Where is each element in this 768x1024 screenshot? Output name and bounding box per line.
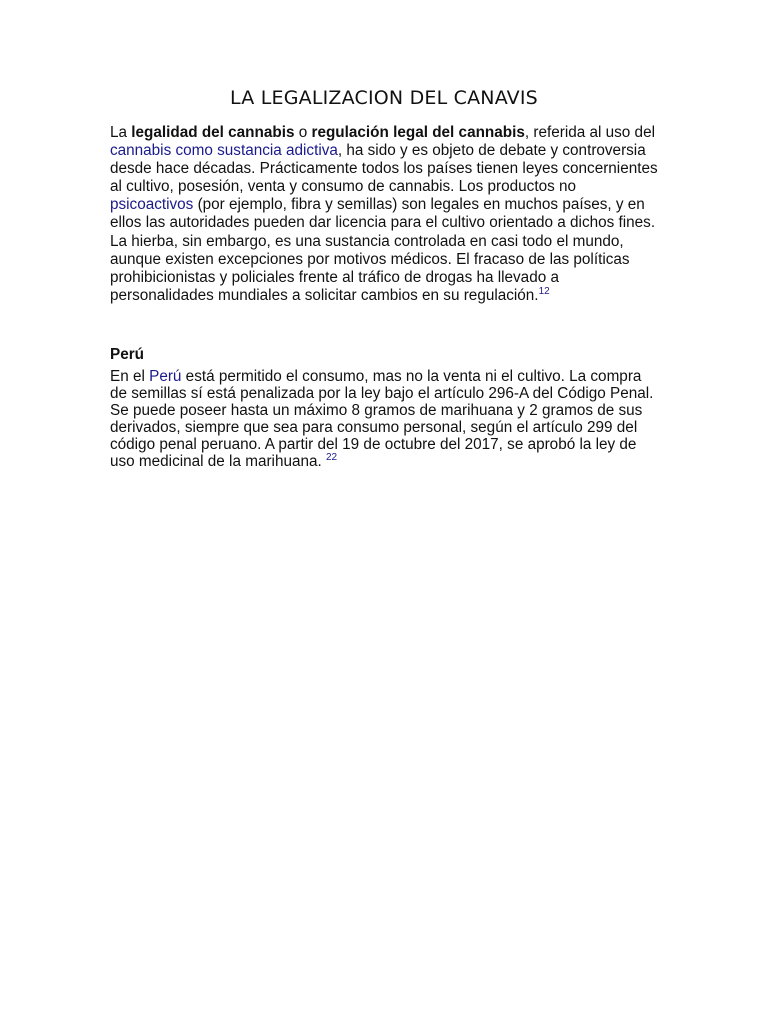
reference-link-peru[interactable]: 22 [325, 451, 338, 463]
link-cannabis-sustancia-adictiva[interactable]: cannabis como sustancia adictiva [110, 142, 338, 160]
link-psicoactivos[interactable]: psicoactivos [110, 196, 194, 214]
intro-text-3: , referida al uso del [524, 124, 655, 141]
bold-term-regulacion: regulación legal del cannabis [311, 124, 525, 141]
bold-term-legalidad: legalidad del cannabis [131, 124, 295, 141]
peru-text-1: En el [110, 368, 150, 385]
link-peru[interactable]: Perú [149, 368, 182, 385]
section-heading-peru: Perú [110, 346, 145, 363]
document-title: LA LEGALIZACION DEL CANAVIS [230, 87, 538, 109]
peru-paragraph [110, 369, 662, 470]
intro-text-4: , ha sido y es objeto de debate y controversia desde hace décadas. Prácticamente todos los países tienen leyes concernientes al cultivo, posesión, venta y consumo de cannabis. Los productos no [110, 142, 658, 196]
intro-text-2: o [294, 124, 312, 141]
intro-text-5: (por ejemplo, fibra y semillas) son legales en muchos países, y en ellos las autoridades pueden dar licencia para el cultivo orientado a dichos fines. La hierba, sin embargo, es una sustancia controlada en casi todo el mundo, aunque existen excepciones por motivos médicos. El fracaso de las políticas prohibicionistas y policiales frente al tráfico de drogas ha llevado a personalidades mundiales a solicitar cambios en su regulación. [110, 196, 656, 304]
intro-paragraph [110, 124, 662, 305]
reference-link-intro[interactable]: 12 [538, 285, 550, 297]
peru-text-2: está permitido el consumo, mas no la venta ni el cultivo. La compra de semillas sí está penalizada por la ley bajo el artículo 296-A del Código Penal. Se puede poseer hasta un máximo 8 gramos de marihuana y 2 gramos de sus derivados, siempre que sea para consumo personal, según el artículo 299 del código penal peruano. A partir del 19 de octubre del 2017, se aprobó la ley de uso medicinal de la marihuana. [110, 368, 654, 470]
intro-text-1: La [110, 124, 132, 141]
